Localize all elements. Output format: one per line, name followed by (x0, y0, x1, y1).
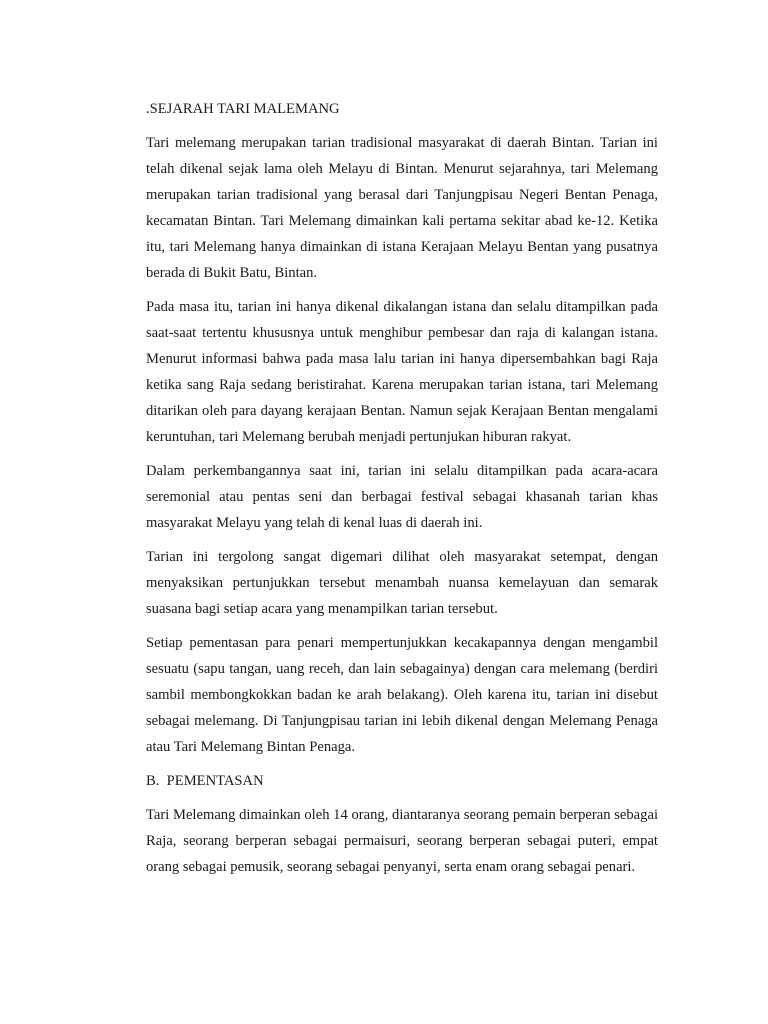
paragraph-6: Tari Melemang dimainkan oleh 14 orang, diantaranya seorang pemain berperan sebagai Raja, seorang berperan sebagai permaisuri, seorang berperan sebagai puteri, empat orang sebagai pemusik, seorang sebagai penyanyi, serta enam orang sebagai penari. (146, 807, 658, 875)
section-heading-pementasan: B. PEMENTASAN (146, 773, 264, 789)
paragraph-1: Tari melemang merupakan tarian tradisional masyarakat di daerah Bintan. Tarian ini telah dikenal sejak lama oleh Melayu di Bintan. Menurut sejarahnya, tari Melemang merupakan tarian tradisional yang berasal dari Tanjungpisau Negeri Bentan Penaga, kecamatan Bintan. Tari Melemang dimainkan kali pertama sekitar abad ke-12. Ketika itu, tari Melemang hanya dimainkan di istana Kerajaan Melayu Bentan yang pusatnya berada di Bukit Batu, Bintan. (146, 135, 658, 281)
document-page (146, 96, 658, 888)
paragraph-2: Pada masa itu, tarian ini hanya dikenal dikalangan istana dan selalu ditampilkan pada saat-saat tertentu khususnya untuk menghibur pembesar dan raja di kalangan istana. Menurut informasi bahwa pada masa lalu tarian ini hanya dipersembahkan bagi Raja ketika sang Raja sedang beristirahat. Karena merupakan tarian istana, tari Melemang ditarikan oleh para dayang kerajaan Bentan. Namun sejak Kerajaan Bentan mengalami keruntuhan, tari Melemang berubah menjadi pertunjukan hiburan rakyat. (146, 299, 658, 445)
paragraph-3: Dalam perkembangannya saat ini, tarian ini selalu ditampilkan pada acara-acara seremonial atau pentas seni dan berbagai festival sebagai khasanah tarian khas masyarakat Melayu yang telah di kenal luas di daerah ini. (146, 463, 658, 531)
paragraph-4: Tarian ini tergolong sangat digemari dilihat oleh masyarakat setempat, dengan menyaksikan pertunjukkan tersebut menambah nuansa kemelayuan dan semarak suasana bagi setiap acara yang menampilkan tarian tersebut. (146, 549, 658, 617)
section-heading-sejarah: .SEJARAH TARI MALEMANG (146, 101, 340, 117)
paragraph-5: Setiap pementasan para penari mempertunjukkan kecakapannya dengan mengambil sesuatu (sapu tangan, uang receh, dan lain sebagainya) dengan cara melemang (berdiri sambil membongkokkan badan ke arah belakang). Oleh karena itu, tarian ini disebut sebagai melemang. Di Tanjungpisau tarian ini lebih dikenal dengan Melemang Penaga atau Tari Melemang Bintan Penaga. (146, 635, 658, 755)
